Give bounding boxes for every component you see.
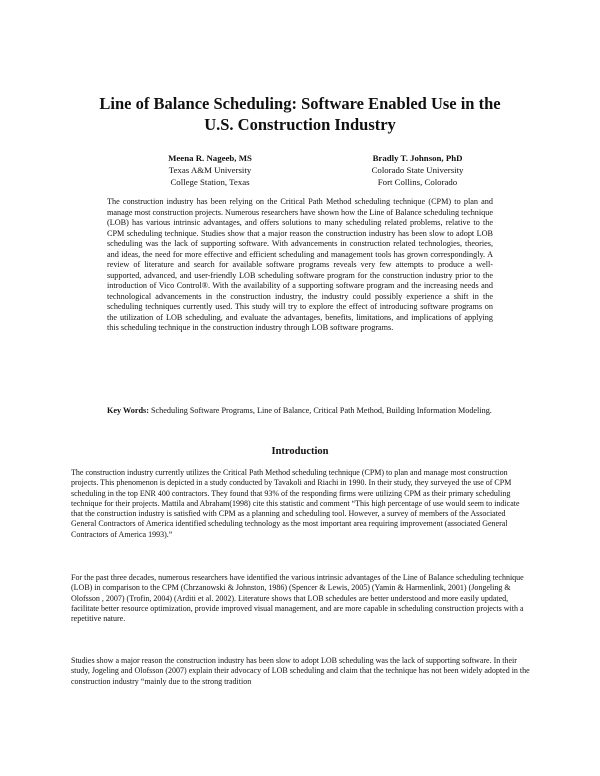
author-block-2 — [315, 152, 520, 188]
author-affiliation: Colorado State University — [371, 165, 464, 175]
title-line-1: Line of Balance Scheduling: Software Enabled Use in the — [99, 94, 501, 113]
body-paragraph-3: Studies show a major reason the construction industry has been slow to adopt LOB scheduling was the lack of supporting software. In their study, Jogeling and Olofsson (2007) explain their advocacy of LOB scheduling and claim that the technique has not been widely adopted in the construction industry “mainly due to the strong tradition — [71, 656, 530, 686]
author-affiliation: Texas A&M University — [168, 165, 252, 175]
author-block-1 — [110, 152, 310, 188]
keywords-label: Key Words: — [107, 406, 149, 415]
keywords — [107, 405, 493, 417]
body-paragraph-2: For the past three decades, numerous researchers have identified the various intrinsic advantages of the Line of Balance scheduling technique (LOB) in comparison to the CPM (Chrzanowski & Johnston, 1986) (Spencer & Lewis, 2005) (Yamin & Harmenlink, 2001) (Jongeling & Olofsson , 2007) (Trofin, 2004) (Arditi et al. 2002). Literature shows that LOB schedules are better understood and more easily updated, facilitate better resource optimization, provide improved visual management, and are more capable in scheduling construction projects with a repetitive nature. — [71, 573, 524, 624]
author-location: Fort Collins, Colorado — [377, 177, 458, 187]
author-name: Meena R. Nageeb, MS — [168, 153, 252, 163]
abstract — [107, 197, 493, 334]
section-heading: Introduction — [271, 446, 329, 457]
author-name: Bradly T. Johnson, PhD — [372, 153, 463, 163]
abstract-text: The construction industry has been relying on the Critical Path Method scheduling technique (CPM) to plan and manage most construction projects. Numerous researchers have shown how the Line of Balance scheduling technique (LOB) has various intrinsic advantages, and offers solutions to many scheduling related problems, relative to the CPM scheduling technique. Studies show that a major reason the construction industry has been slow to adopt LOB scheduling was the lack of supporting software. With advancements in construction related technologies, theories, and ideas, the need for more effective and efficient scheduling and management tools has grown correspondingly. A review of literature and search for available software programs reveals very few attempts to produce a well-supported, advanced, and user-friendly LOB scheduling software program for the construction industry prior to the introduction of Vico Control®. With the availability of a supporting software program and the increasing needs and technological advancements in the construction industry, the industry could possibly experience a shift in the scheduling techniques currently used. This study will try to explore the effect of introducing software programs on the utilization of LOB scheduling, and evaluate the advantages, benefits, limitations, and implications of applying this scheduling technique in the construction industry through LOB software programs. — [107, 197, 493, 332]
keywords-text: Scheduling Software Programs, Line of Balance, Critical Path Method, Building Information Modeling. — [150, 406, 492, 415]
author-location: College Station, Texas — [170, 177, 250, 187]
paper-title — [60, 93, 540, 135]
title-line-2: U.S. Construction Industry — [204, 115, 396, 134]
body-paragraph-1: The construction industry currently utilizes the Critical Path Method scheduling technique (CPM) to plan and manage most construction projects. This phenomenon is depicted in a study conducted by Tavakoli and Riachi in 1990. In their study, they surveyed the use of CPM scheduling in the top ENR 400 contractors. They found that 93% of the responding firms were utilizing CPM as their primary scheduling technique for their projects. Mattila and Abraham(1998) cite this statistic and comment “This high percentage of use would seem to indicate that the construction industry is satisfied with CPM as a planning and scheduling tool. However, a survey of members of the Associated General Contractors of America identified scheduling technology as the most important area requiring improvement (associated General Contractors of America 1993).” — [71, 468, 520, 539]
